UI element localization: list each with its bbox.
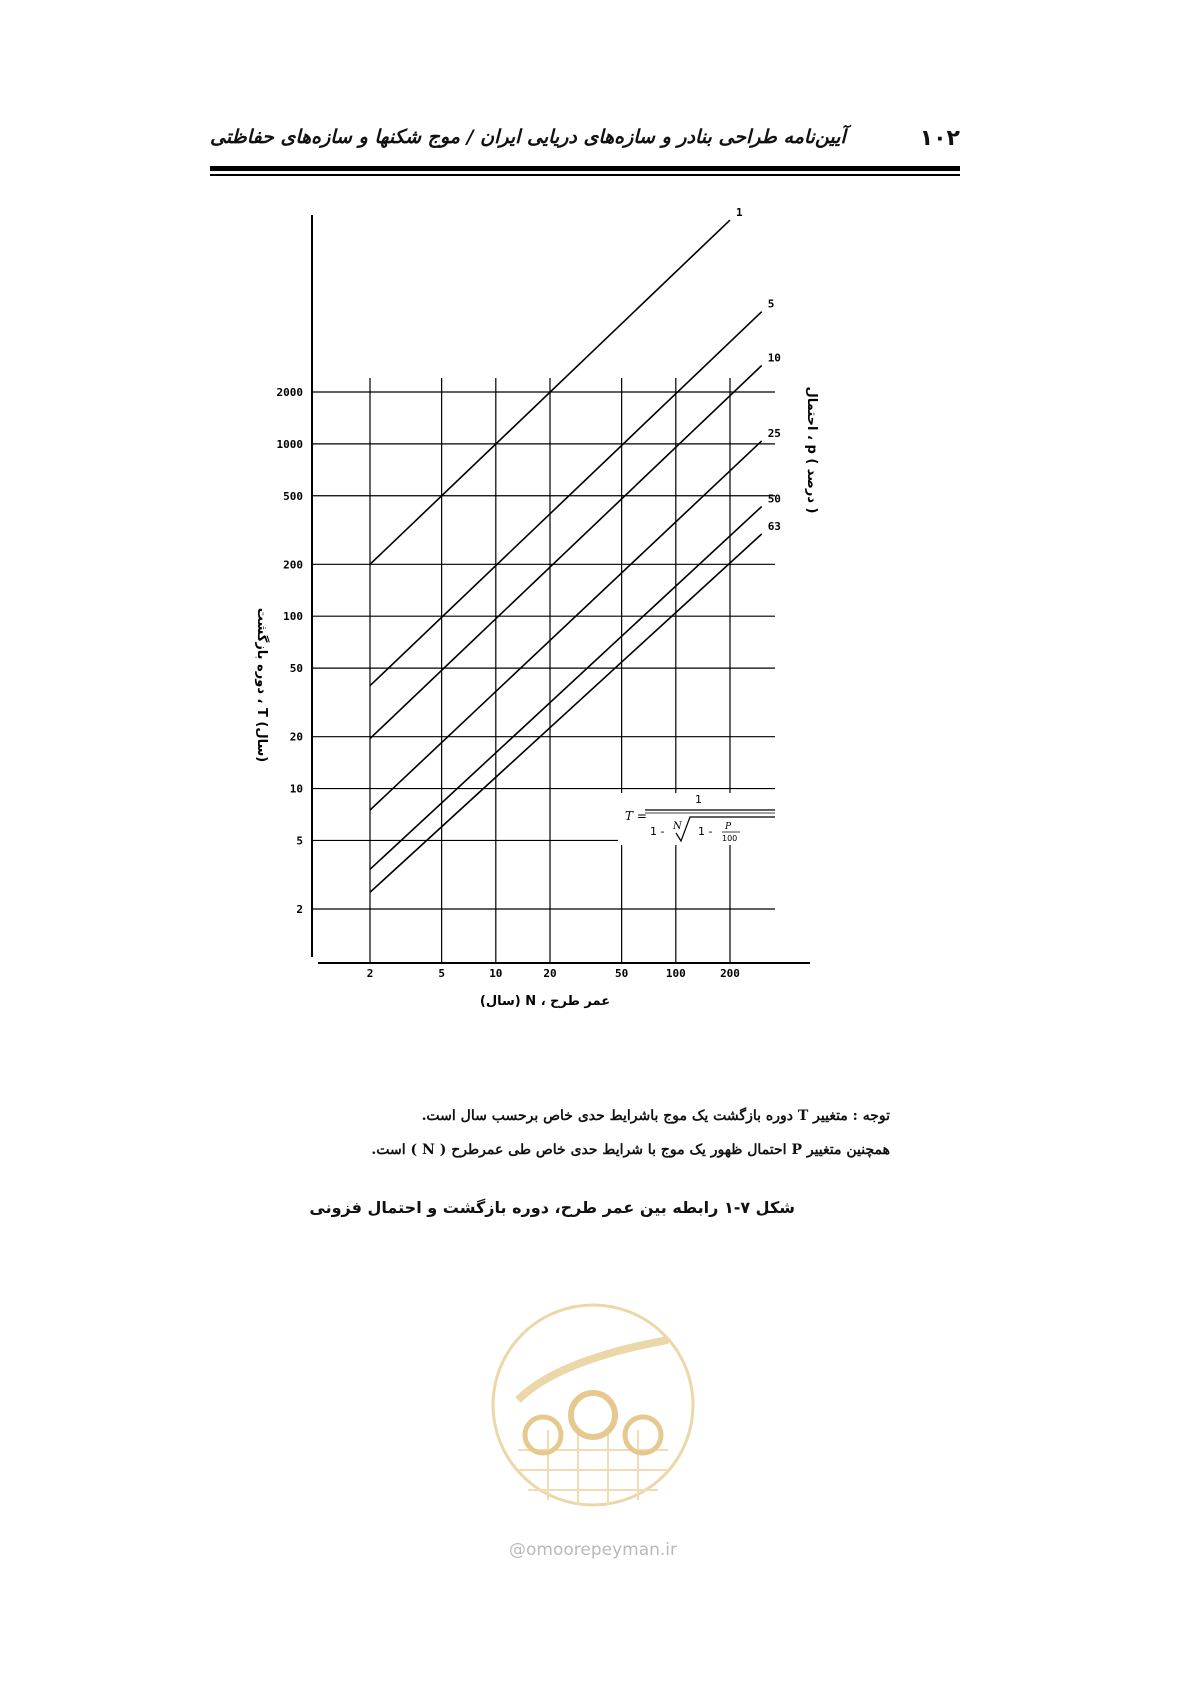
figure-caption: شکل ۷-۱ رابطه بین عمر طرح، دوره بازگشت و احتمال فزونی — [309, 1198, 795, 1217]
x-tick-label: 5 — [438, 967, 445, 980]
watermark-logo-icon — [488, 1300, 698, 1510]
y-tick-label: 20 — [289, 730, 303, 744]
y-tick-label: 5 — [296, 834, 303, 848]
x-tick-label: 2 — [366, 967, 374, 980]
chart-grid — [312, 378, 775, 963]
series-label-63: 63 — [767, 519, 781, 533]
series-label-25: 25 — [767, 426, 781, 440]
header-rule-thick — [210, 166, 960, 171]
formula-box — [618, 793, 780, 845]
y-tick-label: 50 — [289, 662, 303, 676]
y-axis-title: دوره بازگشت ، T (سال) — [254, 607, 269, 763]
note-line-1: توجه : متغییر T دوره بازگشت یک موج باشرایط حدی خاص برحسب سال است. — [421, 1108, 890, 1124]
series-label-1: 1 — [736, 206, 743, 220]
y-tick-label: 200 — [283, 558, 303, 572]
note-line-2: همچنین متغییر P احتمال ظهور یک موج با شرایط حدی خاص طی عمرطرح ( N ) است. — [371, 1142, 890, 1158]
series-label-10: 10 — [767, 351, 781, 365]
x-tick-label: 50 — [615, 967, 629, 980]
formula-radicand-prefix: 1 - — [698, 825, 713, 838]
y-tick-label: 2000 — [276, 386, 303, 399]
series-label-5: 5 — [767, 297, 775, 311]
series-line-10 — [370, 365, 762, 738]
header-rule-thin — [210, 174, 960, 176]
page-number: ۱۰۲ — [919, 126, 960, 151]
y-tick-label: 100 — [283, 610, 303, 624]
formula-frac-den: 100 — [722, 834, 738, 843]
formula-den-prefix: 1 - — [650, 825, 665, 838]
running-title: آیین‌نامه طراحی بنادر و سازه‌های دریایی ایران / موج شکنها و سازه‌های حفاظتی — [210, 126, 846, 148]
formula-lhs: T = — [625, 809, 647, 823]
x-tick-label: 200 — [720, 967, 740, 980]
y-tick-label: 1000 — [276, 437, 303, 451]
formula-root-index: N — [673, 821, 682, 832]
x-tick-label: 20 — [543, 967, 557, 980]
chart-labels — [254, 206, 819, 1009]
y-tick-label: 2 — [296, 903, 303, 916]
y-tick-label: 500 — [283, 489, 303, 503]
formula-frac-num: P — [725, 822, 732, 832]
return-period-chart — [240, 206, 860, 1015]
page-header — [210, 126, 960, 176]
series-label-50: 50 — [767, 492, 781, 506]
x-axis-title: عمر طرح ، N (سال) — [479, 994, 611, 1009]
formula-numerator: 1 — [695, 793, 702, 806]
chart-axes — [312, 215, 810, 963]
chart-series — [370, 220, 762, 892]
right-axis-title: احتمال ، p ( درصد ) — [804, 386, 819, 514]
x-tick-label: 100 — [665, 967, 686, 980]
x-tick-label: 10 — [489, 967, 503, 980]
series-line-5 — [370, 312, 762, 686]
y-tick-label: 10 — [289, 782, 303, 796]
watermark-site: @omoorepeyman.ir — [508, 1540, 678, 1560]
